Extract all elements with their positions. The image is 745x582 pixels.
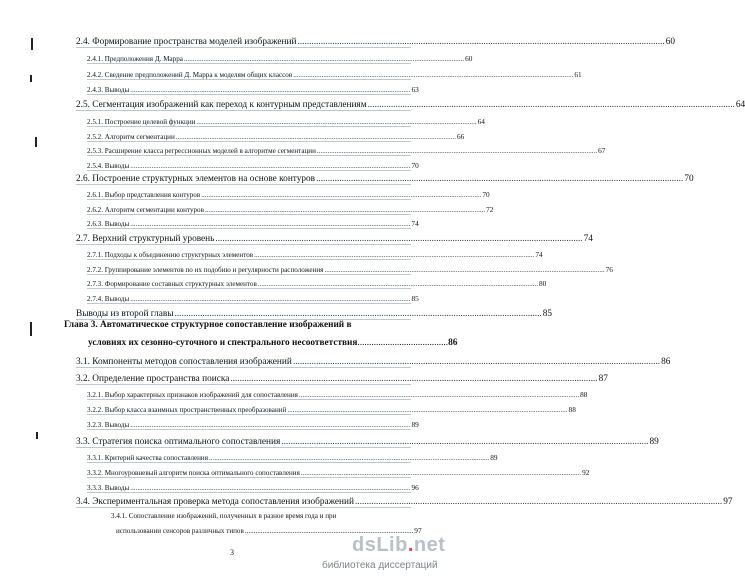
leader-dots: .............................................................................................................................................................. [209,454,490,462]
toc-entry-page: 60 [665,37,676,47]
watermark [322,534,444,578]
toc-entry[interactable] [76,357,671,368]
toc-entry-title: 2.5.2. Алгоритм сегментации [87,133,175,141]
leader-dots: .............................................................................................................................................................. [354,497,723,507]
toc-entry-title: 2.5.1. Построение целевой функции [87,118,196,126]
toc-entry[interactable] [87,405,576,415]
leader-dots: .............................................................................................................................................................. [287,406,568,414]
leader-dots: .............................................................................................................................................................. [196,118,477,126]
toc-entry[interactable] [87,146,606,156]
toc-entry-title: 2.6.2. Алгоритм сегментации контуров [87,206,204,214]
toc-entry-title: 3.1. Компоненты методов сопоставления изображений [76,357,292,367]
toc-entry[interactable] [76,37,676,48]
chapter-heading-line2: условиях их сезонно-суточного и спектрального несоответствия [88,338,358,348]
toc-entry-page: 61 [574,70,582,79]
scan-mark [31,38,33,50]
leader-dots: .............................................................................................................................................................. [300,469,582,477]
watermark-subtitle: библиотека диссертаций [322,560,438,571]
toc-entry[interactable] [87,468,590,478]
toc-entry-page: 96 [411,483,419,492]
toc-entry-title: Выводы из второй главы [76,309,174,319]
toc-entry-page: 89 [649,437,659,447]
leader-dots: .............................................................................................................................................................. [183,55,465,63]
toc-entry-page: 85 [411,294,419,303]
leader-dots: .............................................................................................................................................................. [175,133,456,141]
leader-dots: .............................................................................................................................................................. [130,295,411,303]
toc-entry[interactable] [76,309,553,320]
toc-entry[interactable] [87,85,419,95]
toc-entry-title: 3.4. Экспериментальная проверка метода сопоставления изображений [76,497,354,507]
toc-entry[interactable] [87,279,547,289]
leader-dots: .............................................................................................................................................................. [281,437,649,447]
toc-entry-title: 2.5. Сегментация изображений как переход к контурным представлениям [76,100,367,110]
toc-entry[interactable] [87,132,465,142]
toc-entry-page: 74 [583,234,593,244]
toc-entry[interactable] [87,205,494,215]
scan-mark [36,432,38,439]
toc-entry[interactable] [87,117,485,127]
toc-entry-title-line2: использовании сенсоров различных типов [116,527,244,535]
toc-entry[interactable] [76,497,733,508]
scan-mark [30,75,32,82]
toc-entry[interactable] [87,453,498,463]
toc-entry-title: 3.2.1. Выбор характерных признаков изображений для сопоставления [87,391,298,399]
toc-entry-page: 64 [735,100,745,110]
toc-entry-title: 3.3.3. Выводы [87,484,130,492]
toc-entry-page: 74 [535,250,543,259]
toc-entry[interactable] [87,54,473,64]
toc-entry-title: 2.4. Формирование пространства моделей изображений [76,37,297,47]
toc-entry-page: 88 [568,405,576,414]
toc-entry-title: 2.7.4. Выводы [87,295,130,303]
toc-entry-title: 2.4.1. Предположения Д. Марра [87,55,183,63]
leader-dots: .............................................................................................................................................................. [130,86,411,94]
leader-dots: .............................................................................................................................................................. [316,174,684,184]
toc-entry-title-line1: 3.4.1. Сопоставление изображений, полученных в разное время года и при [111,512,337,520]
leader-dots: .............................................................................................................................................................. [215,234,583,244]
toc-entry-title: 2.4.2. Сведение предположений Д. Марра к моделям общих классов [87,71,293,79]
toc-entry-title: 3.2.2. Выбор класса взаимных пространственных преобразований [87,406,287,414]
toc-entry-title: 3.2. Определение пространства поиска [76,374,230,384]
scan-mark [30,322,32,336]
leader-dots: ............................................................................................... [244,527,414,535]
toc-entry-title: 3.3.2. Многоуровневый алгоритм поиска оптимального сопоставления [87,469,300,477]
toc-entry-title: 2.7. Верхний структурный уровень [76,234,215,244]
toc-entry-page: 67 [598,146,606,155]
toc-entry[interactable] [76,100,745,111]
toc-entry[interactable] [76,174,694,185]
scan-mark [35,137,37,147]
toc-entry[interactable] [87,483,419,493]
toc-entry-page: 88 [580,390,588,399]
leader-dots: .............................................................................................................................................................. [257,280,539,288]
toc-entry[interactable] [87,70,582,80]
leader-dots: .............................................................................................................................................................. [130,162,411,170]
toc-entry-page: 86 [661,357,671,367]
toc-entry[interactable] [87,420,419,430]
toc-entry-page: 92 [582,468,590,477]
chapter-page: 86 [448,338,458,348]
toc-entry-title: 2.6.1. Выбор представления контуров [87,191,201,199]
toc-entry[interactable] [87,190,490,200]
toc-entry-page: 80 [539,279,547,288]
toc-entry[interactable] [76,437,659,448]
toc-entry-page: 66 [456,132,465,141]
toc-entry-title: 2.5.4. Выводы [87,162,130,170]
toc-entry-page: 60 [465,54,473,63]
toc-entry-page: 74 [411,219,419,228]
leader-dots: .............................................................................................................................................................. [201,191,482,199]
toc-entry-page: 70 [411,161,419,170]
leader-dots: .............................................................................................................................................................. [367,100,735,110]
leader-dots: .............................................................................................................................................................. [130,220,411,228]
toc-entry-page: 72 [486,205,494,214]
toc-entry-title: 3.3. Стратегия поиска оптимального сопоставления [76,437,281,447]
toc-entry[interactable] [76,234,593,245]
toc-entry-title: 2.7.3. Формирование составных структурных элементов [87,280,257,288]
leader-dots: .............................................................................................................................................................. [130,421,411,429]
toc-entry-page: 97 [414,526,422,535]
toc-entry[interactable] [76,374,608,385]
chapter-heading [64,320,458,354]
page-number: 3 [230,548,234,557]
toc-entry-title: 2.6.3. Выводы [87,220,130,228]
toc-entry-title: 2.7.2. Группирование элементов по их подобию и регулярности расположения [87,266,324,274]
toc-entry-title: 3.2.3. Выводы [87,421,130,429]
toc-entry-page: 76 [605,265,613,274]
toc-entry[interactable] [87,390,588,400]
toc-entry-title: 3.3.1. Критерий качества сопоставления [87,454,208,462]
leader-dots: .............................................................................................................................................................. [298,391,580,399]
leader-dots: ....................................... [357,338,449,348]
leader-dots: .............................................................................................................................................................. [297,37,665,47]
toc-entry-page: 70 [684,174,694,184]
toc-entry-page: 70 [482,190,490,199]
toc-entry-page: 63 [411,85,419,94]
toc-entry-title: 2.7.1. Подходы к объединению структурных элементов [87,251,254,259]
toc-entry[interactable] [87,250,543,260]
toc-entry-title: 2.6. Построение структурных элементов на основе контуров [76,174,316,184]
toc-entry-title: 2.5.3. Расширение класса регрессионных моделей в алгоритме сегментации [87,147,316,155]
leader-dots: .............................................................................................................................................................. [254,251,535,259]
chapter-heading-line1: Глава 3. Автоматическое структурное сопоставление изображений в [64,320,352,330]
toc-entry[interactable] [87,161,419,171]
toc-entry[interactable] [87,265,613,275]
leader-dots: .............................................................................................................................................................. [204,206,486,214]
watermark-logo: dsLib.net [352,534,446,556]
leader-dots: .............................................................................................................................................................. [293,71,574,79]
toc-entry-page: 85 [542,309,553,319]
leader-dots: .............................................................................................................................................................. [324,266,605,274]
leader-dots: .............................................................................................................................................................. [174,309,542,319]
toc-entry-title: 2.4.3. Выводы [87,86,130,94]
toc-entry-page: 89 [411,420,419,429]
toc-entry[interactable] [87,294,419,304]
toc-entry-page: 89 [490,453,498,462]
leader-dots: .............................................................................................................................................................. [230,374,598,384]
toc-entry-page: 64 [477,117,485,126]
toc-entry-page: 97 [723,497,733,507]
leader-dots: .............................................................................................................................................................. [316,147,598,155]
toc-entry[interactable] [87,219,419,229]
leader-dots: .............................................................................................................................................................. [292,357,661,367]
toc-entry-page: 87 [598,374,608,384]
leader-dots: .............................................................................................................................................................. [130,484,411,492]
